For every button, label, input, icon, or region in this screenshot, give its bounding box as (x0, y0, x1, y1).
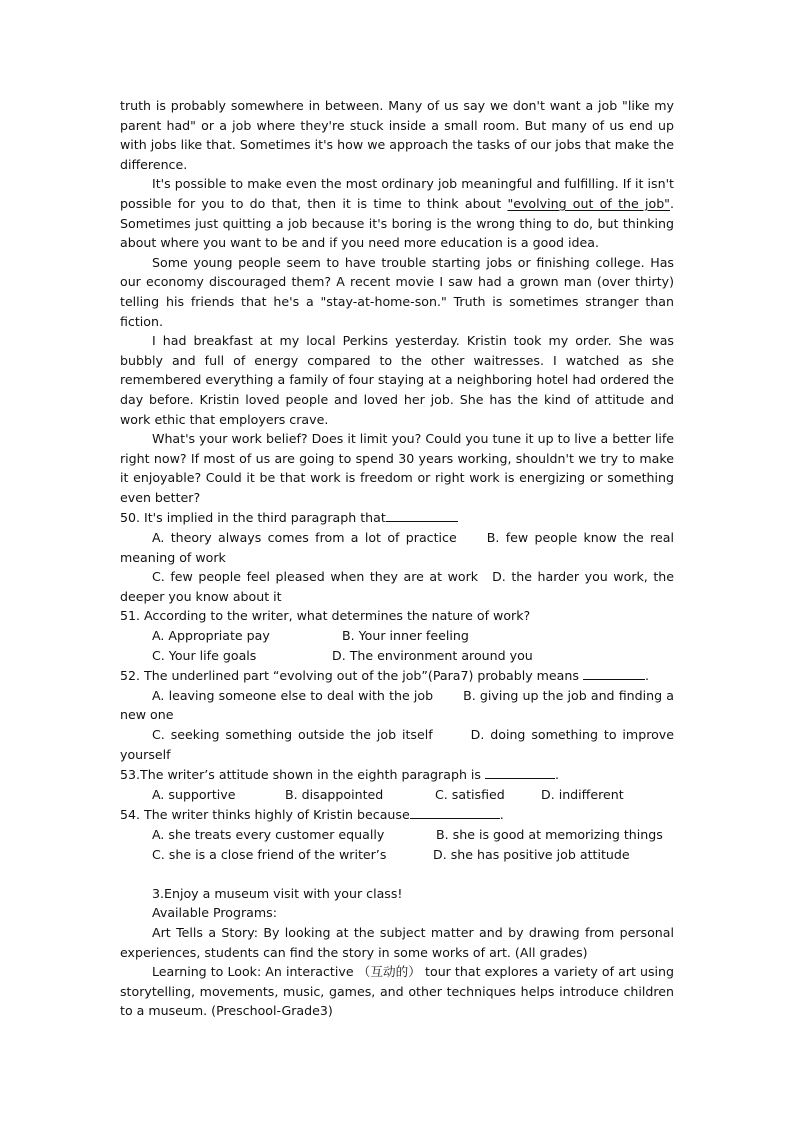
option-53-a: A. supportive (152, 786, 236, 802)
paragraph-7: Some young people seem to have trouble starting jobs or finishing college. Has our economy discouraged them? A recent movie I saw had a grown man (over thirty) telling his friends that he's a "stay-at-home-son." Truth is sometimes stranger than fiction. (120, 254, 674, 329)
program-art-tells-a-story: Art Tells a Story: By looking at the subject matter and by drawing from personal experiences, students can find the story in some works of art. (All grades) (120, 924, 674, 960)
option-53-b: B. disappointed (285, 786, 384, 802)
option-53-d: D. indifferent (541, 786, 624, 802)
option-50-a: A. theory always comes from a lot of practice (152, 530, 457, 546)
question-50-options-ab (120, 528, 674, 567)
underlined-phrase: "evolving out of the job" (507, 195, 670, 211)
answer-blank (410, 804, 500, 819)
learning-text-b: tour that explores a variety of art using storytelling, movements, music, games, and other techniques helps introduce children to a museum. (Preschool-Grade3) (120, 964, 675, 1019)
option-52-a: A. leaving someone else to deal with the job (152, 687, 434, 703)
question-53-stem: 53.The writer’s attitude shown in the eighth paragraph is (120, 767, 481, 783)
option-50-d: D. the harder you work, the deeper you know about it (120, 569, 674, 604)
question-50 (120, 507, 674, 528)
section-gap (120, 864, 674, 884)
question-53-options (120, 785, 674, 805)
section-3-title: 3.Enjoy a museum visit with your class! (152, 885, 403, 901)
option-54-c: C. she is a close friend of the writer’s (152, 846, 387, 862)
question-51-options-cd (120, 646, 674, 666)
question-54: 54. The writer thinks highly of Kristin because . (120, 804, 674, 825)
question-54-stem: 54. The writer thinks highly of Kristin because (120, 807, 410, 823)
option-50-c: C. few people feel pleased when they are at work (152, 569, 479, 585)
answer-blank (386, 507, 458, 522)
question-50-stem: 50. It's implied in the third paragraph that (120, 510, 386, 526)
option-51-c: C. Your life goals (152, 647, 257, 663)
answer-blank (583, 665, 645, 680)
option-50-b: B. few people know the real meaning of work (120, 530, 674, 565)
answer-blank (485, 764, 555, 779)
option-54-d: D. she has positive job attitude (433, 846, 630, 862)
paragraph-6-text-b: . Sometimes just quitting a job because it's boring is the wrong thing to do, but thinking about where you want to be and if you need more education is a good idea. (120, 195, 674, 251)
question-51-options-ab (120, 626, 674, 646)
option-52-c: C. seeking something outside the job itself (152, 727, 433, 742)
question-53: 53.The writer’s attitude shown in the eighth paragraph is . (120, 764, 674, 785)
option-51-a: A. Appropriate pay (152, 628, 270, 644)
option-51-d: D. The environment around you (332, 647, 533, 663)
paragraph-8: I had breakfast at my local Perkins yesterday. Kristin took my order. She was bubbly and full of energy compared to the other waitresses. I watched as she remembered everything a family of four staying at a neighboring hotel had ordered the day before. Kristin loved people and loved her job. She has the kind of attitude and work ethic that employers crave. (120, 333, 674, 427)
option-54-a: A. she treats every customer equally (152, 826, 385, 842)
programs-heading: Available Programs: (152, 905, 277, 921)
paragraph-6 (120, 174, 674, 252)
paragraph-9: What's your work belief? Does it limit you? Could you tune it up to live a better life right now? If most of us are going to spend 30 years working, shouldn't we try to make it enjoyable? Could it be that work is freedom or right work is energizing or something even better? (120, 431, 674, 505)
paragraph-continued: truth is probably somewhere in between. Many of us say we don't want a job "like my parent had" or a job where they're stuck inside a small room. But many of us end up with jobs like that. Sometimes it's how we approach the tasks of our jobs that make the difference. (120, 98, 674, 172)
option-52-b: B. giving up the job and finding a new one (120, 687, 674, 723)
chinese-gloss: （互动的） (357, 964, 421, 980)
learning-text-a: Learning to Look: An interactive (152, 964, 358, 980)
program-learning-to-look (120, 962, 674, 1021)
question-52: 52. The underlined part “evolving out of the job”(Para7) probably means . (120, 665, 674, 686)
paragraph-6-text-a: It's possible to make even the most ordinary job meaningful and fulfilling. If it isn't possible for you to do that, then it is time to think about (120, 176, 674, 211)
question-52-options-cd (120, 725, 674, 764)
document-page (120, 96, 674, 1021)
question-52-stem: 52. The underlined part “evolving out of the job”(Para7) probably means (120, 668, 579, 684)
question-51: 51. According to the writer, what determines the nature of work? (120, 608, 531, 624)
option-52-d: D. doing something to improve yourself (120, 727, 674, 762)
option-54-b: B. she is good at memorizing things (436, 826, 663, 842)
question-52-options-ab (120, 686, 674, 725)
option-51-b: B. Your inner feeling (342, 628, 469, 644)
question-54-options-cd (120, 845, 674, 865)
option-53-c: C. satisfied (435, 786, 505, 802)
question-50-options-cd (120, 567, 674, 606)
question-54-options-ab (120, 825, 674, 845)
